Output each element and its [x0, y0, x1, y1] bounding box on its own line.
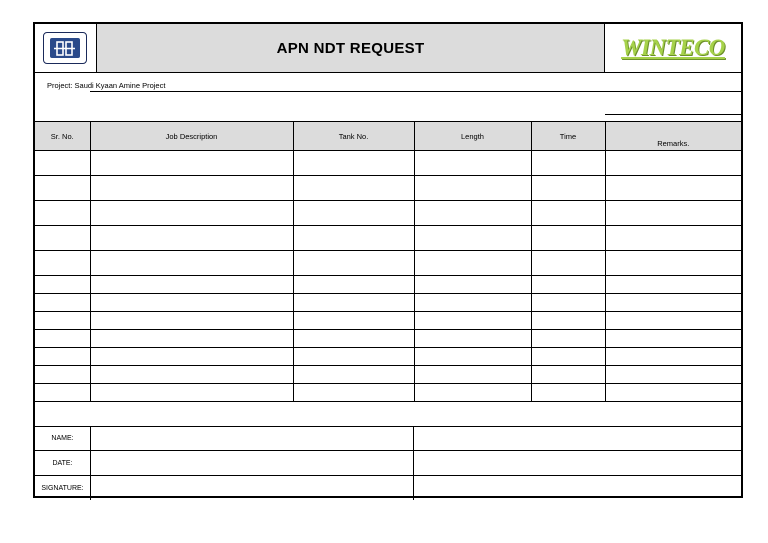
table-row — [35, 176, 741, 201]
date-row — [35, 451, 741, 476]
winteco-logo — [604, 24, 741, 72]
cell-sr-no[interactable] — [35, 276, 90, 294]
footer-spacer — [35, 401, 741, 427]
cell-remarks[interactable] — [605, 151, 741, 176]
cell-job-description[interactable] — [90, 276, 293, 294]
cell-time[interactable] — [531, 276, 605, 294]
name-field-divider — [413, 426, 414, 450]
cell-job-description[interactable] — [90, 384, 293, 402]
cell-job-description[interactable] — [90, 366, 293, 384]
cell-length[interactable] — [414, 176, 531, 201]
table-row — [35, 312, 741, 330]
form-header — [35, 24, 741, 73]
table-header-row — [35, 122, 741, 151]
cell-job-description[interactable] — [90, 251, 293, 276]
cell-tank-no[interactable] — [293, 176, 414, 201]
cell-length[interactable] — [414, 312, 531, 330]
cell-job-description[interactable] — [90, 348, 293, 366]
table-row — [35, 251, 741, 276]
cell-time[interactable] — [531, 312, 605, 330]
left-logo-cell — [35, 24, 97, 72]
cell-job-description[interactable] — [90, 226, 293, 251]
form-title: APN NDT REQUEST — [97, 24, 604, 72]
cell-remarks[interactable] — [605, 312, 741, 330]
project-section — [35, 72, 741, 121]
table-row — [35, 348, 741, 366]
signature-row — [35, 476, 741, 500]
cell-length[interactable] — [414, 294, 531, 312]
cell-length[interactable] — [414, 226, 531, 251]
project-label: Project: — [47, 81, 73, 90]
project-value: Saudi Kyaan Amine Project — [74, 81, 166, 90]
cell-remarks[interactable] — [605, 201, 741, 226]
name-label: NAME: — [35, 426, 91, 450]
cell-length[interactable] — [414, 201, 531, 226]
cell-sr-no[interactable] — [35, 384, 90, 402]
cell-length[interactable] — [414, 330, 531, 348]
cell-time[interactable] — [531, 151, 605, 176]
table-row — [35, 384, 741, 402]
signature-field-divider — [413, 476, 414, 500]
cell-time[interactable] — [531, 294, 605, 312]
secondary-underline — [605, 114, 741, 115]
cell-time[interactable] — [531, 330, 605, 348]
cell-length[interactable] — [414, 276, 531, 294]
cell-tank-no[interactable] — [293, 312, 414, 330]
cell-remarks[interactable] — [605, 251, 741, 276]
signature-section — [35, 401, 741, 498]
cell-sr-no[interactable] — [35, 226, 90, 251]
cell-job-description[interactable] — [90, 312, 293, 330]
cell-sr-no[interactable] — [35, 151, 90, 176]
cell-remarks[interactable] — [605, 330, 741, 348]
cell-sr-no[interactable] — [35, 294, 90, 312]
cell-tank-no[interactable] — [293, 366, 414, 384]
cell-tank-no[interactable] — [293, 151, 414, 176]
table-row — [35, 366, 741, 384]
cell-tank-no[interactable] — [293, 384, 414, 402]
col-header-tank-no: Tank No. — [293, 122, 414, 151]
cell-job-description[interactable] — [90, 176, 293, 201]
col-header-sr-no: Sr. No. — [35, 122, 90, 151]
col-header-remarks: Remarks. — [605, 122, 741, 151]
table-row — [35, 226, 741, 251]
col-header-time: Time — [531, 122, 605, 151]
cell-job-description[interactable] — [90, 151, 293, 176]
cell-time[interactable] — [531, 176, 605, 201]
cell-time[interactable] — [531, 348, 605, 366]
winteco-logo-text: WINTECO — [621, 35, 725, 60]
date-field-divider — [413, 451, 414, 475]
cell-sr-no[interactable] — [35, 312, 90, 330]
ndt-request-form — [33, 22, 743, 498]
cell-remarks[interactable] — [605, 348, 741, 366]
cell-length[interactable] — [414, 366, 531, 384]
cell-time[interactable] — [531, 226, 605, 251]
cell-remarks[interactable] — [605, 366, 741, 384]
project-field[interactable] — [47, 81, 165, 90]
cell-job-description[interactable] — [90, 294, 293, 312]
cell-sr-no[interactable] — [35, 366, 90, 384]
cell-length[interactable] — [414, 384, 531, 402]
cell-sr-no[interactable] — [35, 330, 90, 348]
table-row — [35, 330, 741, 348]
cell-tank-no[interactable] — [293, 201, 414, 226]
cell-sr-no[interactable] — [35, 176, 90, 201]
cell-length[interactable] — [414, 251, 531, 276]
project-underline — [90, 91, 741, 92]
cell-length[interactable] — [414, 348, 531, 366]
ndt-table — [35, 122, 741, 402]
table-row — [35, 276, 741, 294]
cell-time[interactable] — [531, 251, 605, 276]
signature-label: SIGNATURE: — [35, 476, 91, 500]
col-header-job-description: Job Description — [90, 122, 293, 151]
cell-time[interactable] — [531, 384, 605, 402]
name-row — [35, 426, 741, 451]
table-row — [35, 201, 741, 226]
cell-tank-no[interactable] — [293, 330, 414, 348]
cell-time[interactable] — [531, 201, 605, 226]
cell-tank-no[interactable] — [293, 226, 414, 251]
cell-length[interactable] — [414, 151, 531, 176]
cell-remarks[interactable] — [605, 294, 741, 312]
company-emblem-icon — [43, 32, 87, 64]
cell-tank-no[interactable] — [293, 348, 414, 366]
table-body — [35, 151, 741, 402]
table-row — [35, 294, 741, 312]
cell-remarks[interactable] — [605, 226, 741, 251]
cell-tank-no[interactable] — [293, 294, 414, 312]
cell-tank-no[interactable] — [293, 276, 414, 294]
cell-tank-no[interactable] — [293, 251, 414, 276]
table-row — [35, 151, 741, 176]
cell-sr-no[interactable] — [35, 348, 90, 366]
cell-sr-no[interactable] — [35, 201, 90, 226]
cell-job-description[interactable] — [90, 330, 293, 348]
cell-remarks[interactable] — [605, 384, 741, 402]
date-label: DATE: — [35, 451, 91, 475]
cell-remarks[interactable] — [605, 276, 741, 294]
cell-sr-no[interactable] — [35, 251, 90, 276]
cell-time[interactable] — [531, 366, 605, 384]
cell-remarks[interactable] — [605, 176, 741, 201]
col-header-length: Length — [414, 122, 531, 151]
cell-job-description[interactable] — [90, 201, 293, 226]
